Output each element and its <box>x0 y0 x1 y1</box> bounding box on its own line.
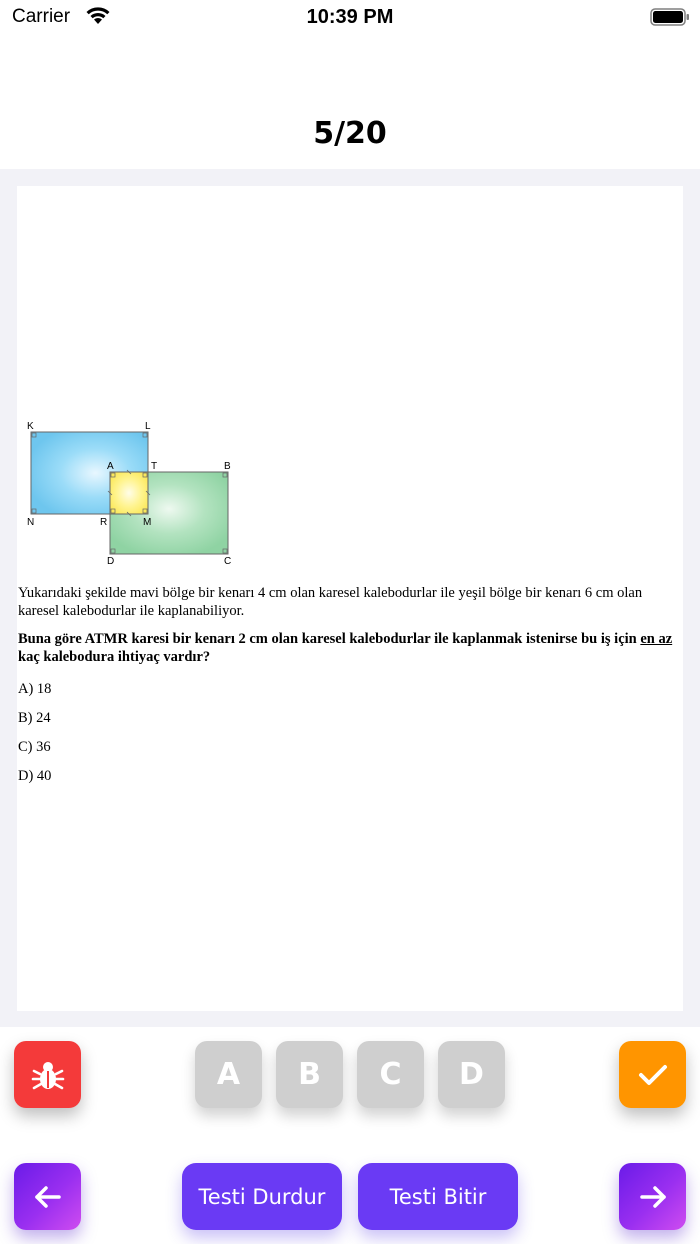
label-c: C <box>224 556 232 567</box>
option-c: C) 36 <box>18 739 51 755</box>
stop-test-button[interactable]: Testi Durdur <box>182 1163 342 1230</box>
battery-icon <box>650 8 690 26</box>
header <box>0 34 700 169</box>
question-prompt-underlined: en az <box>640 631 673 647</box>
label-l: L <box>145 421 151 432</box>
option-d: D) 40 <box>18 768 52 784</box>
label-k: K <box>27 421 34 432</box>
bug-icon <box>30 1057 66 1093</box>
question-prompt <box>18 630 682 666</box>
label-a: A <box>107 461 114 472</box>
label-d: D <box>107 556 115 567</box>
next-question-button[interactable] <box>619 1163 686 1230</box>
question-prompt-start: Buna göre ATMR karesi bir kenarı 2 cm olan karesel kalebodurlar ile kaplanmak istenirse bu iş için <box>18 631 641 647</box>
answer-d-button[interactable]: D <box>438 1041 505 1108</box>
question-figure <box>25 418 255 568</box>
question-counter: 5/20 <box>313 116 387 151</box>
question-text: Yukarıdaki şekilde mavi bölge bir kenarı 4 cm olan karesel kalebodurlar ile yeşil bölge bir kenarı 6 cm olan karesel kalebodurlar ile kaplanabiliyor. <box>18 585 643 619</box>
status-time: 10:39 PM <box>306 6 394 28</box>
carrier-label: Carrier <box>12 6 71 27</box>
yellow-square <box>110 472 148 514</box>
arrow-left-icon <box>31 1180 65 1214</box>
previous-question-button[interactable] <box>14 1163 81 1230</box>
question-card <box>17 186 683 1011</box>
option-b: B) 24 <box>18 710 51 726</box>
arrow-right-icon <box>636 1180 670 1214</box>
label-t: T <box>151 461 158 472</box>
answer-a-button[interactable]: A <box>195 1041 262 1108</box>
report-bug-button[interactable] <box>14 1041 81 1108</box>
action-bar <box>0 1027 700 1244</box>
finish-test-button[interactable]: Testi Bitir <box>358 1163 518 1230</box>
checkmark-icon <box>636 1058 670 1092</box>
label-r: R <box>100 517 108 528</box>
label-b: B <box>224 461 231 472</box>
label-m: M <box>143 517 152 528</box>
answer-b-button[interactable]: B <box>276 1041 343 1108</box>
status-bar <box>0 0 700 34</box>
confirm-answer-button[interactable] <box>619 1041 686 1108</box>
question-prompt-end: kaç kalebodura ihtiyaç vardır? <box>18 649 211 665</box>
option-a: A) 18 <box>18 681 52 697</box>
answer-c-button[interactable]: C <box>357 1041 424 1108</box>
label-n: N <box>27 517 35 528</box>
